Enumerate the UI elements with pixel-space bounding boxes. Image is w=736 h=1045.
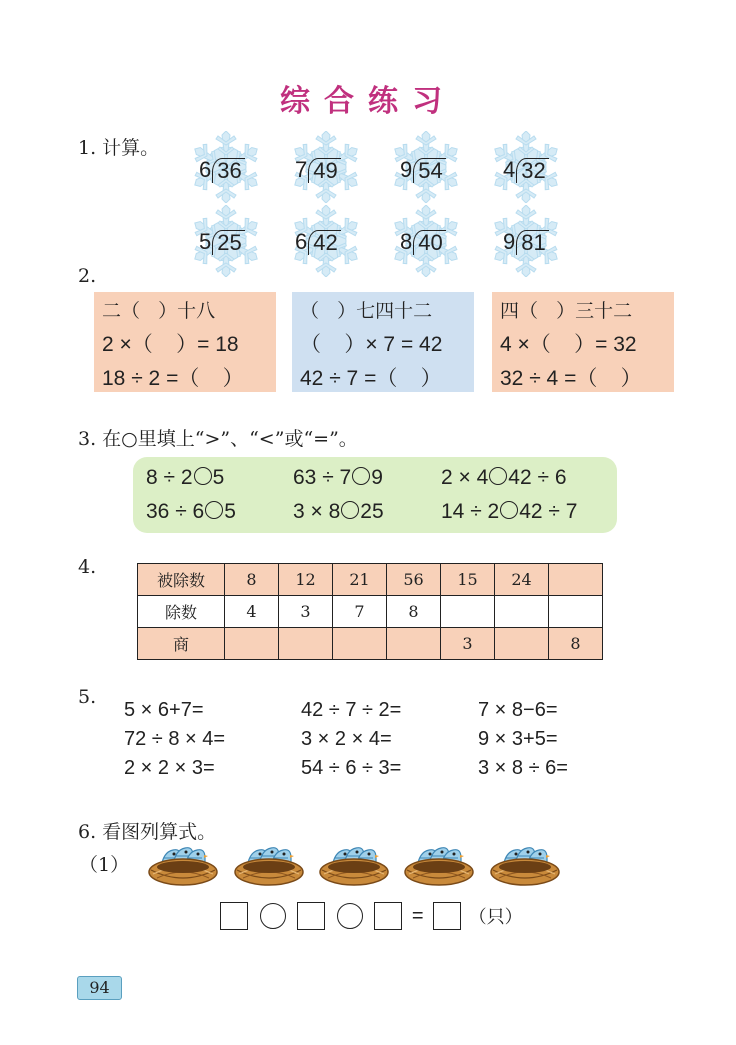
division-item: 4 32 [503,157,549,183]
bird-nest-image [403,840,475,892]
table-cell[interactable] [279,628,333,660]
multiplication-rhyme-box [292,292,474,392]
table-cell[interactable] [387,628,441,660]
table-cell: 4 [225,596,279,628]
division-item: 9 81 [503,229,549,255]
table-cell: 8 [387,596,441,628]
table-cell: 15 [441,564,495,596]
answer-circle[interactable] [500,501,518,519]
equals-sign: = [411,904,424,927]
comparison-item: 63 ÷ 7 9 [293,466,383,489]
multiplication-rhyme-box [94,292,276,392]
row-header: 商 [138,628,225,660]
comparison-item: 36 ÷ 6 5 [146,500,236,523]
row-header: 被除数 [138,564,225,596]
division-table [137,563,603,660]
answer-circle[interactable] [341,501,359,519]
bird-nest-image [233,840,305,892]
answer-circle[interactable] [205,501,223,519]
table-cell: 56 [387,564,441,596]
division-item: 6 36 [199,157,245,183]
division-item: 5 25 [199,229,245,255]
table-cell[interactable] [441,596,495,628]
table-cell: 21 [333,564,387,596]
table-cell[interactable] [495,596,549,628]
answer-circle[interactable] [489,467,507,485]
answer-circle[interactable] [352,467,370,485]
answer-box[interactable] [374,902,402,930]
page-number: 94 [77,976,122,1000]
rhyme-line: 四（ ）三十二 [500,300,633,322]
division-item: 9 54 [400,157,446,183]
table-cell: 3 [279,596,333,628]
division-item: 8 40 [400,229,446,255]
table-cell[interactable] [225,628,279,660]
answer-equation [220,902,523,930]
equation-line: 2 ×（ ）= 18 [102,333,239,356]
expression: 42 ÷ 7 ÷ 2= [301,699,402,721]
equation-line: 32 ÷ 4 =（ ） [500,367,642,390]
expression: 2 × 2 × 3= [124,757,215,779]
table-cell: 8 [225,564,279,596]
division-item: 7 49 [295,157,341,183]
table-row [138,596,603,628]
table-cell: 7 [333,596,387,628]
table-row [138,628,603,660]
comparison-item: 2 × 4 42 ÷ 6 [441,466,567,489]
rhyme-line: （ ）七四十二 [300,300,433,322]
table-row [138,564,603,596]
expression: 7 × 8−6= [478,699,558,721]
bird-nest-image [318,840,390,892]
unit-label: （只） [468,907,523,928]
table-cell: 24 [495,564,549,596]
q1-label: 1. 计算。 [78,137,160,159]
table-cell[interactable] [549,596,603,628]
bird-nest-image [489,840,561,892]
comparison-item: 14 ÷ 2 42 ÷ 7 [441,500,578,523]
comparison-item: 3 × 8 25 [293,500,384,523]
expression: 3 × 8 ÷ 6= [478,757,568,779]
answer-box[interactable] [220,902,248,930]
answer-box[interactable] [297,902,325,930]
equation-line: （ ）× 7 = 42 [300,333,443,356]
sub-question-label: （1） [79,854,130,876]
q2-label: 2. [78,265,97,287]
operator-circle[interactable] [337,903,363,929]
expression: 9 × 3+5= [478,728,558,750]
q4-label: 4. [78,556,97,578]
table-cell[interactable] [549,564,603,596]
answer-circle[interactable] [194,467,212,485]
row-header: 除数 [138,596,225,628]
q5-label: 5. [78,686,97,708]
q3-label: 3. 在○里填上“>”、“<”或“=”。 [78,428,358,450]
rhyme-line: 二（ ）十八 [102,300,216,322]
division-item: 6 42 [295,229,341,255]
equation-line: 18 ÷ 2 =（ ） [102,367,244,390]
table-cell: 8 [549,628,603,660]
multiplication-rhyme-box [492,292,674,392]
bird-nest-image [147,840,219,892]
q6-label: 6. 看图列算式。 [78,821,217,843]
expression: 72 ÷ 8 × 4= [124,728,226,750]
table-cell: 3 [441,628,495,660]
equation-line: 42 ÷ 7 =（ ） [300,367,442,390]
operator-circle[interactable] [260,903,286,929]
table-cell[interactable] [495,628,549,660]
table-cell[interactable] [333,628,387,660]
expression: 54 ÷ 6 ÷ 3= [301,757,402,779]
equation-line: 4 ×（ ）= 32 [500,333,637,356]
answer-box[interactable] [433,902,461,930]
page-title: 综合练习 [280,84,456,119]
expression: 3 × 2 × 4= [301,728,392,750]
expression: 5 × 6+7= [124,699,204,721]
table-cell: 12 [279,564,333,596]
comparison-item: 8 ÷ 2 5 [146,466,225,489]
